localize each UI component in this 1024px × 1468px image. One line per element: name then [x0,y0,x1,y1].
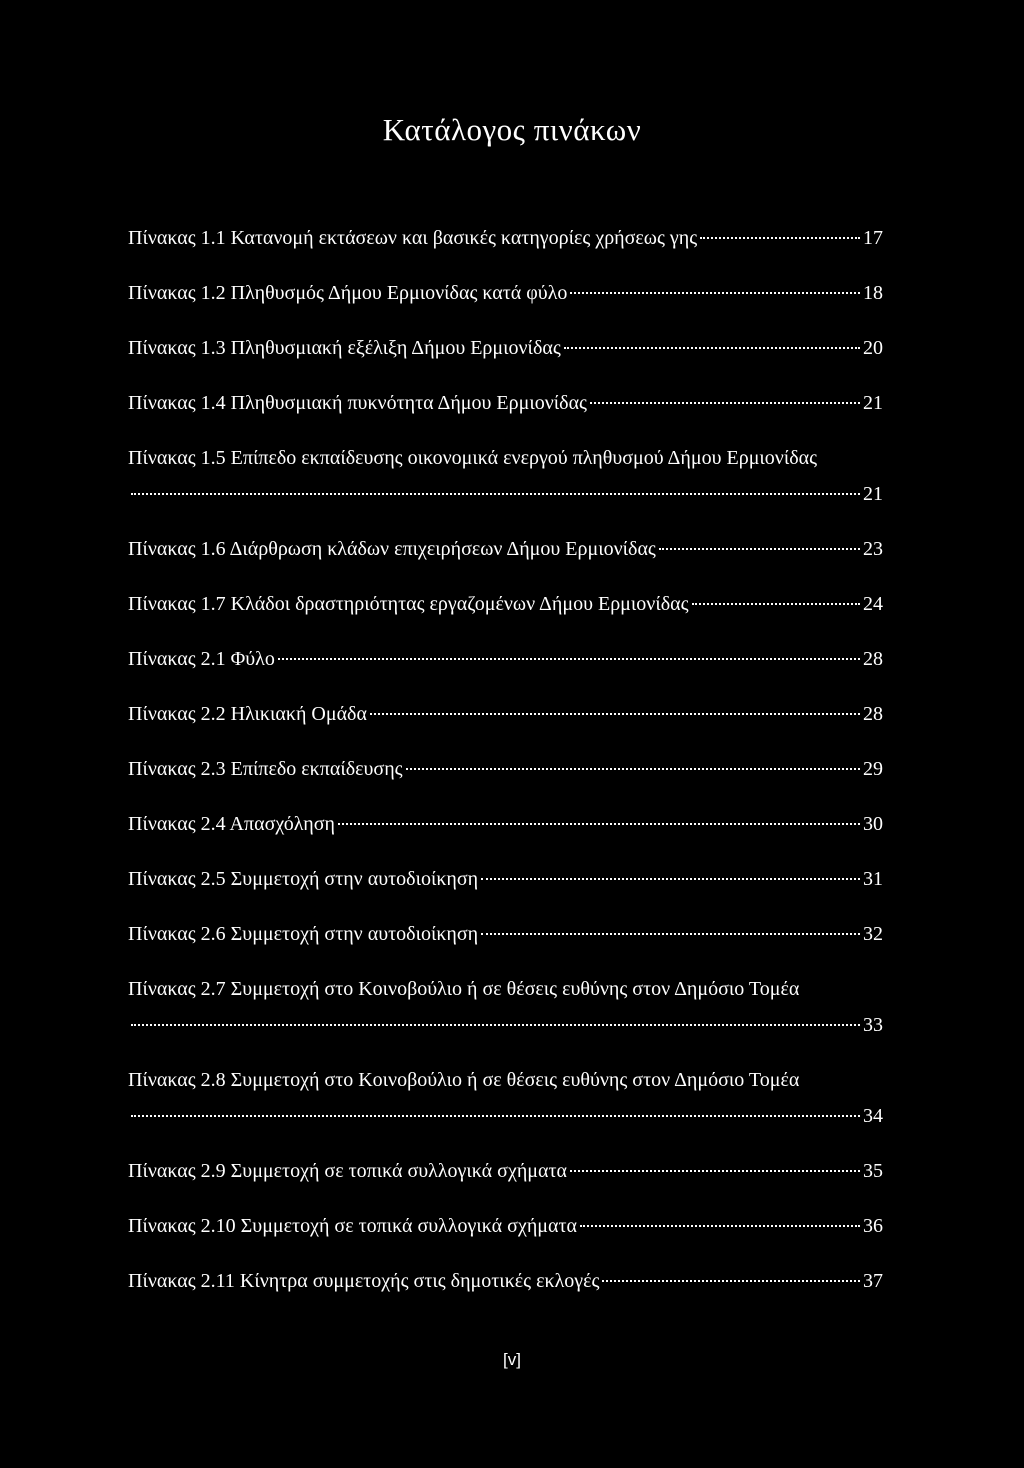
dot-leader [131,493,860,495]
toc-entry-page: 37 [863,1270,883,1292]
toc-entry-label: Πίνακας 2.5 Συμμετοχή στην αυτοδιοίκηση [128,868,479,890]
toc-entry-page: 28 [863,703,883,725]
toc-entry-label: Πίνακας 2.2 Ηλικιακή Ομάδα [128,703,367,725]
toc-entry-label: Πίνακας 1.4 Πληθυσμιακή πυκνότητα Δήμου Ερμιονίδας [128,392,587,414]
toc-entry[interactable] [128,334,883,362]
toc-entry-page: 36 [863,1215,883,1237]
toc-entry-page: 21 [863,392,883,414]
dot-leader [700,237,860,239]
toc-entry-page: 32 [863,923,883,945]
toc-entry[interactable] [128,590,883,618]
toc-entry[interactable] [128,224,883,252]
toc-entry-page: 20 [863,337,883,359]
toc-entry[interactable] [128,810,883,838]
toc-entry-continuation [128,1102,883,1130]
toc-entry-page: 34 [863,1105,883,1127]
toc-entry[interactable] [128,444,883,508]
toc-entry[interactable] [128,1157,883,1185]
toc-entry-page: 24 [863,593,883,615]
toc-entry-label: Πίνακας 2.9 Συμμετοχή σε τοπικά συλλογικά σχήματα [128,1160,567,1182]
dot-leader [481,933,860,935]
dot-leader [564,347,860,349]
toc-entry-label: Πίνακας 2.8 Συμμετοχή στο Κοινοβούλιο ή σε θέσεις ευθύνης στον Δημόσιο Τομέα [128,1069,800,1091]
toc-entry-label: Πίνακας 2.7 Συμμετοχή στο Κοινοβούλιο ή σε θέσεις ευθύνης στον Δημόσιο Τομέα [128,978,800,1000]
toc-entry-label: Πίνακας 2.1 Φύλο [128,648,275,670]
toc-entry-page: 31 [863,868,883,890]
page-number: [v] [503,1350,521,1369]
dot-leader [131,1024,860,1026]
toc-entry-label: Πίνακας 2.4 Απασχόληση [128,813,336,835]
toc-entry[interactable] [128,645,883,673]
dot-leader [659,548,860,550]
toc-entry-page: 28 [863,648,883,670]
toc-entry-page: 29 [863,758,883,780]
toc-entry-label: Πίνακας 2.6 Συμμετοχή στην αυτοδιοίκηση [128,923,479,945]
dot-leader [580,1225,860,1227]
toc-entry[interactable] [128,865,883,893]
toc-entry[interactable] [128,1066,883,1130]
dot-leader [406,768,860,770]
toc-entry-label: Πίνακας 2.11 Κίνητρα συμμετοχής στις δημοτικές εκλογές [128,1270,600,1292]
toc-entry-label: Πίνακας 1.1 Κατανομή εκτάσεων και βασικές κατηγορίες χρήσεως γης [128,227,698,249]
toc-entry-page: 17 [863,227,883,249]
dot-leader [278,658,860,660]
toc-entry-page: 21 [863,483,883,505]
toc-entry[interactable] [128,1212,883,1240]
dot-leader [570,1170,860,1172]
toc-entry[interactable] [128,920,883,948]
table-of-tables [128,224,883,1322]
toc-entry-page: 30 [863,813,883,835]
toc-entry-label: Πίνακας 1.5 Επίπεδο εκπαίδευσης οικονομικά ενεργού πληθυσμού Δήμου Ερμιονίδας [128,447,818,469]
toc-entry[interactable] [128,1267,883,1295]
toc-entry[interactable] [128,700,883,728]
dot-leader [692,603,860,605]
page-title: Κατάλογος πινάκων [382,112,642,147]
toc-entry[interactable] [128,755,883,783]
toc-entry-label: Πίνακας 1.7 Κλάδοι δραστηριότητας εργαζομένων Δήμου Ερμιονίδας [128,593,689,615]
dot-leader [602,1280,860,1282]
toc-entry-label: Πίνακας 1.6 Διάρθρωση κλάδων επιχειρήσεων Δήμου Ερμιονίδας [128,538,656,560]
toc-entry-label: Πίνακας 2.10 Συμμετοχή σε τοπικά συλλογικά σχήματα [128,1215,577,1237]
dot-leader [370,713,860,715]
toc-entry-continuation [128,1011,883,1039]
toc-entry-page: 35 [863,1160,883,1182]
toc-entry-page: 18 [863,282,883,304]
dot-leader [590,402,860,404]
dot-leader [570,292,860,294]
toc-entry-label: Πίνακας 1.3 Πληθυσμιακή εξέλιξη Δήμου Ερμιονίδας [128,337,561,359]
toc-entry[interactable] [128,389,883,417]
toc-entry[interactable] [128,535,883,563]
toc-entry[interactable] [128,975,883,1039]
dot-leader [481,878,860,880]
toc-entry-label: Πίνακας 1.2 Πληθυσμός Δήμου Ερμιονίδας κατά φύλο [128,282,568,304]
toc-entry-page: 23 [863,538,883,560]
toc-entry-continuation [128,480,883,508]
toc-entry-label: Πίνακας 2.3 Επίπεδο εκπαίδευσης [128,758,403,780]
dot-leader [131,1115,860,1117]
toc-entry-page: 33 [863,1014,883,1036]
dot-leader [338,823,860,825]
toc-entry[interactable] [128,279,883,307]
